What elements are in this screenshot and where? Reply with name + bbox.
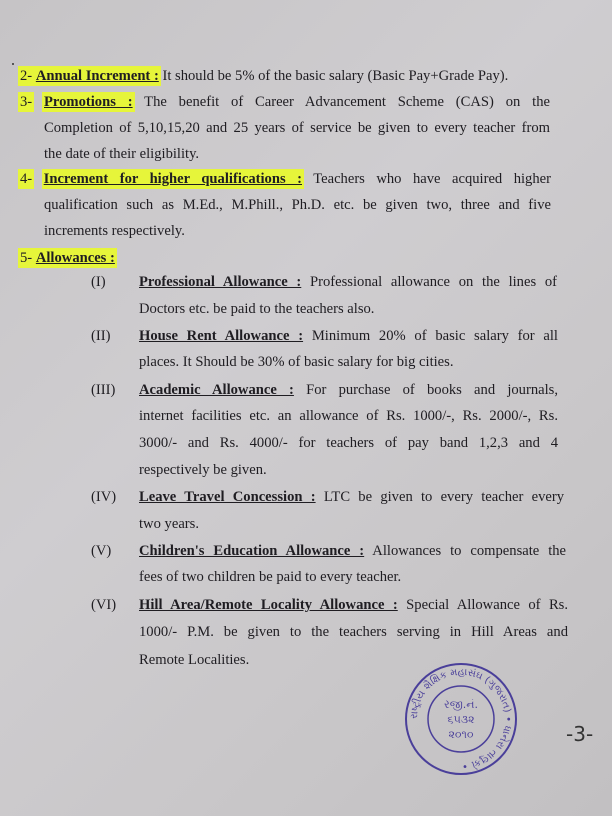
allowance-heading: House Rent Allowance :	[139, 328, 304, 344]
allowance-house-rent	[139, 327, 558, 345]
allowance-academic	[139, 381, 558, 399]
item-number: 5-	[20, 250, 33, 266]
allowance-text: Minimum 20% of basic salary for all	[311, 328, 558, 344]
item-number: 3-	[20, 94, 33, 110]
allowance-heading: Hill Area/Remote Locality Allowance :	[139, 597, 398, 613]
allowance-heading: Leave Travel Concession :	[139, 489, 316, 505]
item-number: 4-	[20, 171, 33, 187]
allowance-text-line: 1000/- P.M. be given to the teachers serving in Hill Areas and	[139, 624, 568, 640]
allowance-text-line: internet facilities etc. an allowance of Rs. 1000/-, Rs. 2000/-, Rs.	[139, 408, 558, 424]
item-promotions	[20, 93, 550, 111]
allowance-leave-travel	[139, 488, 564, 506]
allowance-numeral: (II)	[91, 328, 111, 344]
page-number: -3-	[566, 722, 594, 746]
speck	[12, 63, 14, 65]
item-text: Teachers who have acquired higher	[313, 171, 551, 187]
item-heading: Promotions :	[44, 94, 133, 110]
stamp-seal	[403, 661, 519, 777]
allowance-numeral: (I)	[91, 274, 106, 290]
item-number: 2-	[20, 68, 33, 84]
item-text-line: the date of their eligibility.	[44, 146, 200, 162]
allowance-text: For purchase of books and journals,	[306, 382, 558, 398]
allowance-numeral: (III)	[91, 382, 116, 398]
item-text: The benefit of Career Advancement Scheme (CAS) on the	[144, 94, 550, 110]
item-heading: Increment for higher qualifications :	[43, 171, 302, 187]
allowance-text-line: respectively be given.	[139, 462, 267, 478]
organization-stamp	[403, 661, 519, 777]
item-text-line: Completion of 5,10,15,20 and 25 years of service be given to every teacher from	[44, 120, 550, 136]
allowance-text-line: Remote Localities.	[139, 652, 250, 668]
item-heading: Annual Increment :	[35, 68, 159, 84]
allowance-text-line: 3000/- and Rs. 4000/- for teachers of pay band 1,2,3 and 4	[139, 435, 558, 451]
stamp-outer-text: રાષ્ટ્રીય શૈક્ષિક મહાસંઘ (ગુજરાત) • ધાનેરા તાલુકો •	[408, 666, 514, 772]
allowance-hill-area	[139, 596, 568, 614]
allowance-text: Professional allowance on the lines of	[310, 274, 557, 290]
allowance-numeral: (V)	[91, 543, 112, 559]
item-higher-qualifications	[20, 170, 551, 188]
stamp-inner-line: રજી.નં.	[444, 698, 478, 711]
allowance-numeral: (IV)	[91, 489, 117, 505]
allowance-text: LTC be given to every teacher every	[323, 489, 564, 505]
allowance-professional	[139, 273, 557, 291]
allowance-text-line: places. It Should be 30% of basic salary for big cities.	[139, 354, 454, 370]
item-annual-increment	[20, 67, 508, 85]
allowance-heading: Children's Education Allowance :	[139, 543, 365, 559]
allowance-heading: Academic Allowance :	[139, 382, 294, 398]
allowance-childrens-education	[139, 542, 566, 560]
stamp-inner-line: ૨૦૧૦	[448, 728, 474, 741]
allowance-heading: Professional Allowance :	[139, 274, 302, 290]
allowance-text-line: Doctors etc. be paid to the teachers also.	[139, 301, 375, 317]
allowance-text-line: two years.	[139, 516, 199, 532]
allowance-text: Allowances to compensate the	[372, 543, 567, 559]
stamp-inner-line: ૬૫૩૨	[447, 713, 475, 726]
allowance-numeral: (VI)	[91, 597, 117, 613]
item-allowances	[20, 249, 115, 267]
item-heading: Allowances :	[35, 250, 115, 266]
item-text-line: increments respectively.	[44, 223, 185, 239]
item-text: It should be 5% of the basic salary (Basic Pay+Grade Pay).	[162, 68, 509, 84]
item-text-line: qualification such as M.Ed., M.Phill., Ph.D. etc. be given two, three and five	[44, 197, 551, 213]
allowance-text-line: fees of two children be paid to every teacher.	[139, 569, 402, 585]
allowance-text: Special Allowance of Rs.	[406, 597, 569, 613]
